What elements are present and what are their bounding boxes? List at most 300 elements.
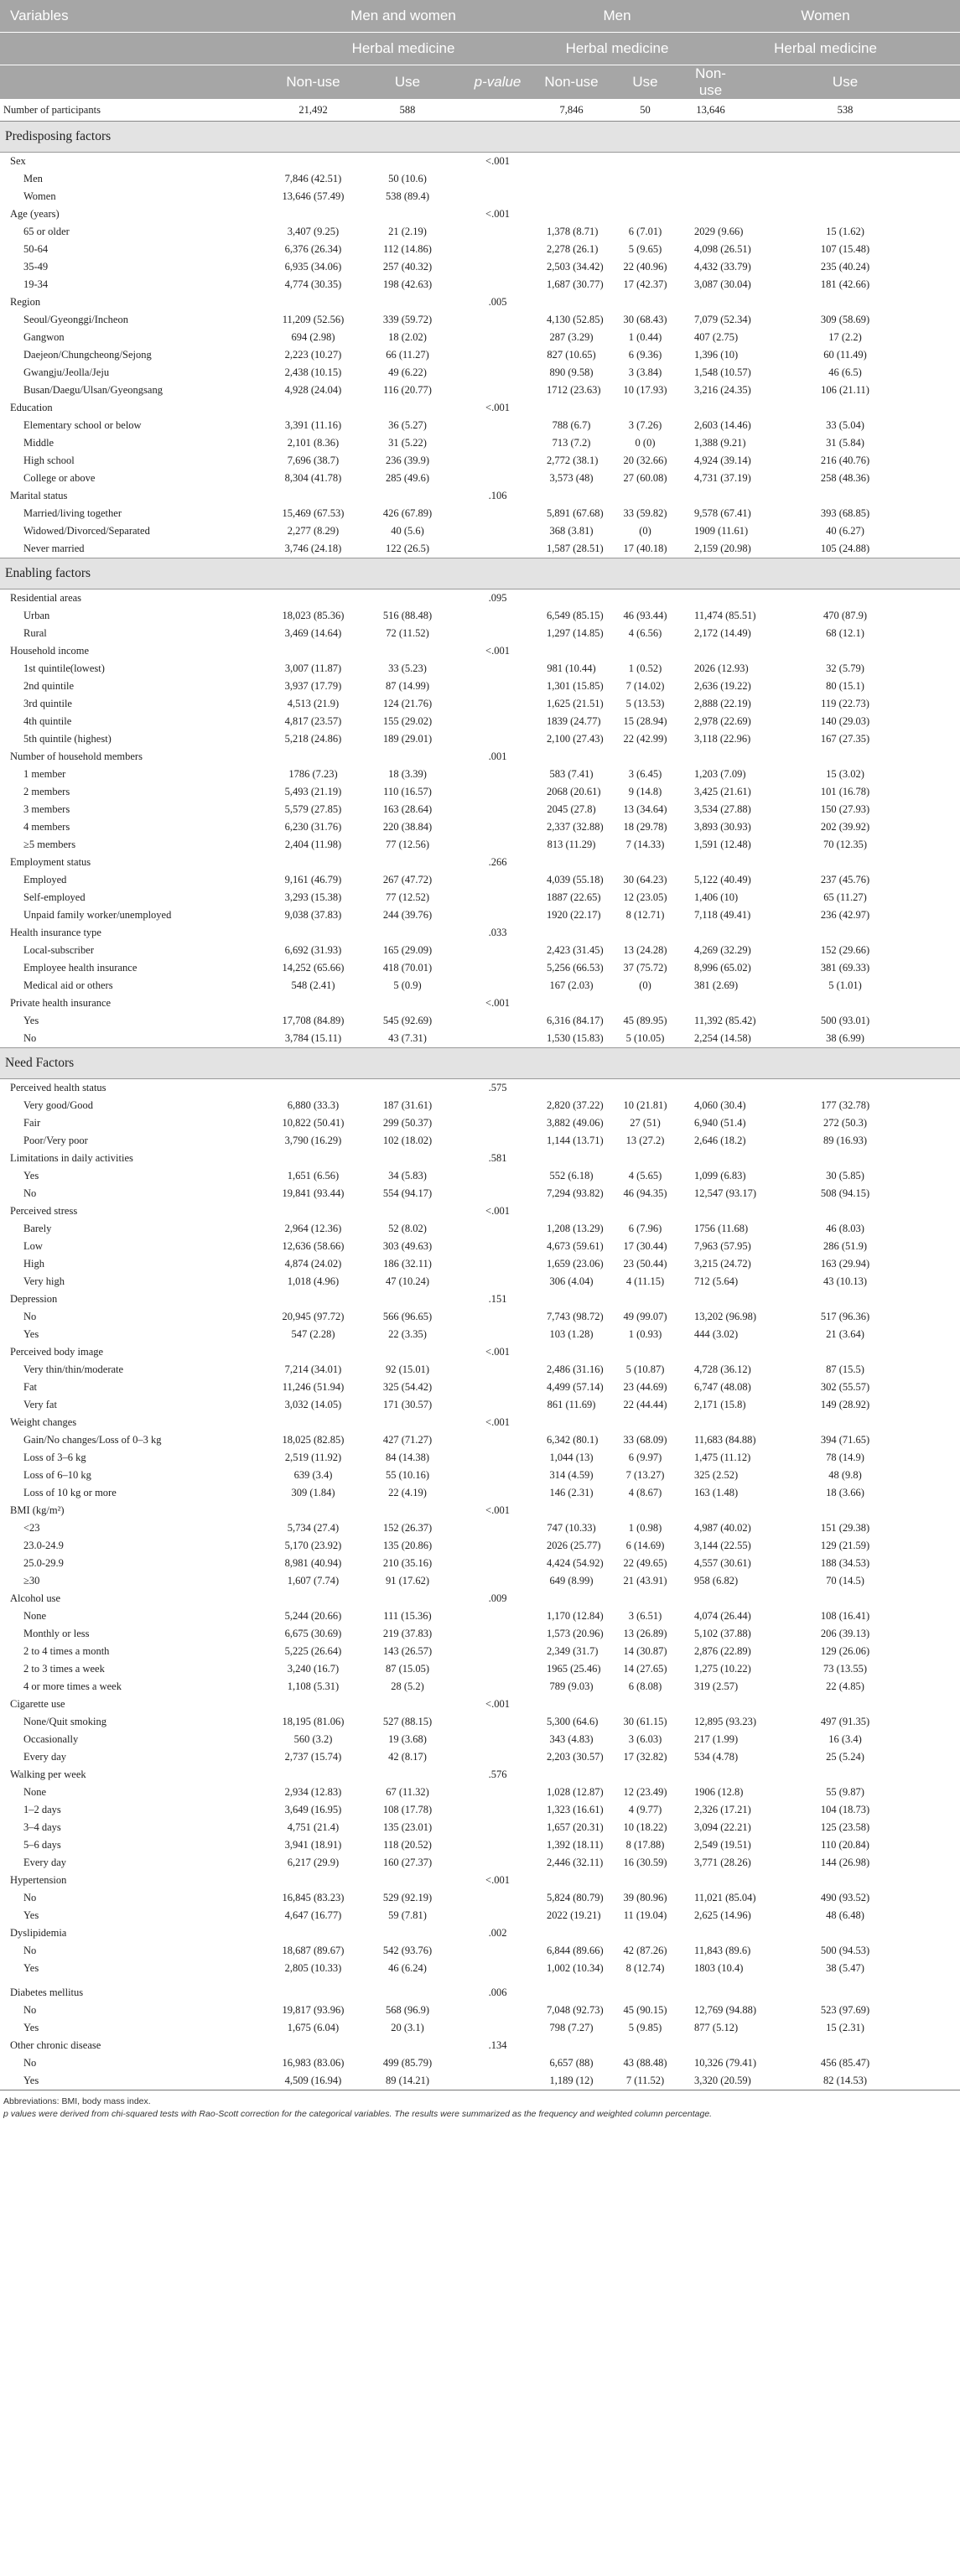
category-label: 1st quintile(lowest) [23,662,105,674]
cell-use-men: (0) [639,525,651,537]
cell-non-use-women: 3,087 (30.04) [694,278,751,290]
cell-non-use-women: 4,432 (33.79) [694,261,751,273]
variable-label: Residential areas [10,592,82,604]
cell-non-use-all: 18,195 (81.06) [282,1716,345,1727]
cell-non-use-men: 1,625 (21.51) [547,698,604,709]
cell-use-men: 8 (12.74) [625,1962,665,1974]
table-row [0,660,960,678]
empty-cell [691,1924,730,1942]
cell-non-use-men: 6,844 (89.66) [547,1945,604,1956]
cell-non-use-all: 19,841 (93.44) [282,1187,345,1199]
cell-use-women: 144 (26.98) [820,1857,870,1868]
cell-non-use-men: 3,573 (48) [549,472,594,484]
empty-cell [543,1984,599,2002]
table-row [0,730,960,748]
table-row-variable [0,2037,960,2054]
cell-use-all: 59 (7.81) [388,1909,427,1921]
cell-use-women: 15 (1.62) [826,226,864,237]
cell-non-use-all: 9,161 (46.79) [284,874,342,886]
cell-use-men: 14 (30.87) [623,1645,667,1657]
cell-use-men: 6 (7.96) [628,1223,662,1234]
cell-non-use-women: 6,747 (48.08) [694,1381,751,1393]
empty-cell [599,642,691,660]
table-row-variable [0,153,960,171]
cell-non-use-men: 788 (6.7) [552,419,591,431]
cell-non-use-all: 4,509 (16.94) [284,2075,342,2086]
cell-non-use-women: 13,202 (96.98) [694,1311,756,1322]
cell-use-all: 92 (15.01) [385,1363,430,1375]
cell-use-men: 5 (9.85) [628,2022,662,2033]
table-row [0,695,960,713]
category-label: Loss of 10 kg or more [23,1487,117,1498]
empty-cell [452,1889,543,1907]
empty-cell [730,1984,960,2002]
category-label: 2 to 3 times a week [23,1663,105,1675]
table-row [0,607,960,625]
cell-use-women: 17 (2.2) [828,331,862,343]
cell-non-use-all: 6,230 (31.76) [284,821,342,833]
empty-cell [452,660,543,678]
cell-use-women: 500 (94.53) [820,1945,870,1956]
empty-cell [691,1414,730,1431]
cell-non-use-all: 2,805 (10.33) [284,1962,342,1974]
p-value-cell: <.001 [485,645,510,657]
cell-use-women: 188 (34.53) [820,1557,870,1569]
variable-label: Diabetes mellitus [10,1987,84,1998]
category-label: Seoul/Gyeonggi/Incheon [23,314,128,325]
cell-use-women: 381 (69.33) [820,962,870,974]
cell-use-men: 3 (7.26) [628,419,662,431]
abbreviations-note: Abbreviations: BMI, body mass index. [3,2096,151,2106]
cell-non-use-all: 2,438 (10.15) [284,366,342,378]
empty-cell [452,505,543,522]
cell-non-use-men: 5,300 (64.6) [547,1716,599,1727]
empty-cell [452,889,543,906]
variable-label: Age (years) [10,208,60,220]
cell-use-men: 43 (88.48) [623,2057,667,2069]
p-value-cell: .009 [488,1592,507,1604]
cell-non-use-men: 167 (2.03) [549,979,594,991]
cell-use-all: 499 (85.79) [382,2057,433,2069]
table-row [0,818,960,836]
empty-cell [363,1984,452,2002]
empty-cell [599,293,691,311]
empty-cell [263,1502,363,1519]
cell-non-use-women: 2026 (12.93) [694,662,749,674]
empty-cell [730,1502,960,1519]
cell-use-women: 235 (40.24) [820,261,870,273]
cell-use-women: 18 (3.66) [826,1487,864,1498]
cell-use-men: 22 (40.96) [623,261,667,273]
cell-non-use-men: 861 (11.69) [547,1399,596,1410]
cell-non-use-all: 9,038 (37.83) [284,909,342,921]
cell-use-women: 38 (5.47) [826,1962,864,1974]
table-row [0,1185,960,1202]
cell-use-women: 32 (5.79) [826,662,864,674]
cell-use-men: 5 (10.05) [625,1032,665,1044]
empty-cell [543,1502,599,1519]
cell-non-use-women: 4,098 (26.51) [694,243,751,255]
empty-cell [363,1343,452,1361]
cell-non-use-women: 3,893 (30.93) [694,821,751,833]
table-row [0,241,960,258]
cell-non-use-men: 1,208 (13.29) [547,1223,604,1234]
empty-cell [452,1784,543,1801]
empty-cell [599,487,691,505]
empty-cell [691,2037,730,2054]
empty-cell [363,1924,452,1942]
cell-use-women: 129 (21.59) [820,1540,870,1551]
cell-use-all: 77 (12.56) [385,839,430,850]
empty-cell [452,1030,543,1048]
table-row [0,1660,960,1678]
table-row [0,713,960,730]
cell-use-women: 70 (12.35) [823,839,868,850]
empty-cell [263,748,363,766]
p-value-cell: .006 [488,1987,507,1998]
category-label: Yes [23,1328,39,1340]
cell-non-use-men: 6,549 (85.15) [547,610,604,621]
cell-use-women: 107 (15.48) [820,243,870,255]
empty-cell [730,1343,960,1361]
cell-non-use-all: 1,675 (6.04) [287,2022,340,2033]
cell-use-men: 22 (49.65) [623,1557,667,1569]
cell-non-use-men: 1,297 (14.85) [547,627,604,639]
cell-non-use-men: 1920 (22.17) [547,909,601,921]
cell-non-use-men: 343 (4.83) [549,1733,594,1745]
cell-non-use-all: 1,018 (4.96) [287,1275,340,1287]
cell-use-men: 8 (12.71) [625,909,665,921]
empty-cell [452,1801,543,1819]
variable-label: Dyslipidemia [10,1927,67,1939]
cell-use-all: 34 (5.83) [388,1170,427,1182]
empty-cell [452,1185,543,1202]
cell-non-use-all: 3,407 (9.25) [287,226,340,237]
table-row [0,258,960,276]
cell-non-use-men: 1,189 (12) [549,2075,594,2086]
cell-non-use-women: 4,557 (30.61) [694,1557,751,1569]
cell-use-men: 6 (14.69) [625,1540,665,1551]
cell-non-use-women: 7,079 (52.34) [694,314,751,325]
cell-use-women: 101 (16.78) [820,786,870,797]
cell-use-men: 13 (26.89) [623,1628,667,1639]
cell-use-men: 13 (34.64) [623,803,667,815]
empty-cell [730,293,960,311]
cell-non-use-all: 11,209 (52.56) [282,314,345,325]
cell-use-all: 538 (89.4) [385,190,430,202]
empty-cell [263,205,363,223]
category-label: No [23,1311,37,1322]
header-p-value: p-value [452,65,543,100]
table-row [0,1255,960,1273]
table-row [0,2072,960,2090]
cell-use-men: 27 (51) [630,1117,661,1129]
empty-cell [691,1696,730,1713]
table-row [0,1537,960,1555]
cell-non-use-all: 639 (3.4) [293,1469,333,1481]
cell-use-all: 427 (71.27) [382,1434,433,1446]
category-label: Yes [23,1170,39,1182]
cell-non-use-all: 1786 (7.23) [288,768,338,780]
cell-use-all: 285 (49.6) [385,472,430,484]
empty-cell [599,399,691,417]
empty-cell [599,1502,691,1519]
cell-non-use-men: 1,044 (13) [549,1452,594,1463]
cell-use-all: 21 (2.19) [388,226,427,237]
category-label: 5th quintile (highest) [23,733,112,745]
cell-non-use-men: 2,486 (31.16) [547,1363,604,1375]
empty-cell [599,1766,691,1784]
cell-use-all: 527 (88.15) [382,1716,433,1727]
table-row-variable [0,1590,960,1607]
table-row [0,906,960,924]
empty-cell [452,1819,543,1836]
cell-non-use-women: 3,216 (24.35) [694,384,751,396]
empty-cell [543,1924,599,1942]
cell-non-use-women: 2,636 (19.22) [694,680,751,692]
table-row [0,1167,960,1185]
cell-use-all: 36 (5.27) [388,419,427,431]
empty-cell [691,1343,730,1361]
empty-cell [452,678,543,695]
p-value-cell: <.001 [485,1874,510,1886]
empty-cell [599,153,691,171]
cell-non-use-men: 1,378 (8.71) [547,226,599,237]
cell-non-use-men: 306 (4.04) [549,1275,594,1287]
empty-cell [691,1502,730,1519]
cell-non-use-all: 13,646 (57.49) [282,190,345,202]
cell-non-use-all: 6,376 (26.34) [284,243,342,255]
cell-use-men: 5 (9.65) [628,243,662,255]
empty-cell [599,1202,691,1220]
cell-non-use-all: 3,937 (17.79) [284,680,342,692]
cell-use-women: 108 (16.41) [820,1610,870,1622]
category-label: Low [23,1240,43,1252]
cell-non-use-men: 798 (7.27) [549,2022,594,2033]
cell-non-use-all: 6,880 (33.3) [287,1099,340,1111]
table-row [0,1836,960,1854]
cell-use-all: 124 (21.76) [382,698,433,709]
empty-cell [691,205,730,223]
cell-non-use-all: 4,874 (24.02) [284,1258,342,1270]
table-row [0,2054,960,2072]
cell-use-men: 4 (11.15) [625,1275,665,1287]
empty-cell [452,522,543,540]
category-label: Rural [23,627,47,639]
cell-use-all: 43 (7.31) [388,1032,427,1044]
cell-non-use-women: 3,320 (20.59) [694,2075,751,2086]
empty-cell [691,854,730,871]
empty-cell [543,293,599,311]
cell-non-use-men: 3,882 (49.06) [547,1117,604,1129]
empty-cell [730,205,960,223]
empty-cell [452,1012,543,1030]
empty-cell [543,1150,599,1167]
empty-cell [730,642,960,660]
cell-non-use-men: 7,048 (92.73) [547,2004,604,2016]
category-label: 3rd quintile [23,698,72,709]
variable-label: Depression [10,1293,58,1305]
empty-cell [452,452,543,470]
table-row [0,434,960,452]
participants-cell: 588 [363,100,452,122]
category-label: 4 or more times a week [23,1680,122,1692]
empty-cell [730,1150,960,1167]
table-row [0,1748,960,1766]
cell-non-use-men: 103 (1.28) [549,1328,594,1340]
cell-use-all: 418 (70.01) [382,962,433,974]
empty-cell [452,871,543,889]
cell-non-use-men: 1965 (25.46) [547,1663,601,1675]
empty-cell [452,434,543,452]
cell-use-all: 110 (16.57) [383,786,432,797]
cell-non-use-all: 6,675 (30.69) [284,1628,342,1639]
cell-non-use-men: 6,657 (88) [549,2057,594,2069]
cell-non-use-women: 2029 (9.66) [694,226,744,237]
empty-cell [452,1537,543,1555]
table-row [0,346,960,364]
cell-non-use-all: 10,822 (50.41) [282,1117,345,1129]
table-row [0,1308,960,1326]
category-label: 2 members [23,786,70,797]
empty-cell [543,2037,599,2054]
table-row [0,766,960,783]
table-row [0,1361,960,1379]
table-row [0,1431,960,1449]
cell-use-women: 272 (50.3) [823,1117,868,1129]
cell-non-use-women: 2,549 (19.51) [694,1839,751,1851]
cell-use-men: 6 (9.36) [628,349,662,361]
table-row [0,2002,960,2019]
table-row-variable [0,399,960,417]
cell-non-use-all: 2,277 (8.29) [287,525,340,537]
empty-cell [452,1326,543,1343]
empty-cell [730,924,960,942]
category-label: 1–2 days [23,1804,61,1815]
cell-non-use-men: 1839 (24.77) [547,715,601,727]
cell-use-all: 40 (5.6) [391,525,424,537]
category-label: Medical aid or others [23,979,113,991]
cell-non-use-women: 1,396 (10) [694,349,739,361]
table-row [0,188,960,205]
cell-use-women: 43 (10.13) [823,1275,868,1287]
cell-use-men: 22 (44.44) [623,1399,667,1410]
table-row [0,1467,960,1484]
cell-use-all: 31 (5.22) [388,437,427,449]
cell-use-men: 1 (0.98) [628,1522,662,1534]
cell-non-use-men: 2,820 (37.22) [547,1099,604,1111]
cell-non-use-men: 287 (3.29) [549,331,594,343]
variable-label: Other chronic disease [10,2039,101,2051]
cell-non-use-men: 4,673 (59.61) [547,1240,604,1252]
empty-cell [452,1255,543,1273]
cell-use-men: 0 (0) [635,437,656,449]
category-label: Local-subscriber [23,944,94,956]
cell-non-use-women: 3,094 (22.21) [694,1821,751,1833]
table-row [0,959,960,977]
category-label: Yes [23,1909,39,1921]
cell-non-use-men: 2,446 (32.11) [547,1857,604,1868]
cell-non-use-men: 2022 (19.21) [547,1909,601,1921]
cell-use-men: 15 (28.94) [623,715,667,727]
table-row [0,836,960,854]
cell-use-women: 46 (8.03) [826,1223,864,1234]
cell-use-all: 568 (96.9) [385,2004,430,2016]
cell-use-women: 258 (48.36) [820,472,870,484]
cell-non-use-men: 2068 (20.61) [547,786,601,797]
table-row [0,1379,960,1396]
cell-non-use-women: 11,843 (89.6) [694,1945,751,1956]
cell-non-use-all: 18,025 (82.85) [282,1434,345,1446]
empty-cell [730,748,960,766]
cell-non-use-men: 813 (11.29) [547,839,596,850]
empty-cell [730,153,960,171]
cell-non-use-all: 20,945 (97.72) [282,1311,345,1322]
category-label: 65 or older [23,226,70,237]
cell-non-use-all: 4,928 (24.04) [284,384,342,396]
cell-use-all: 91 (17.62) [385,1575,430,1587]
empty-cell [452,1308,543,1326]
cell-non-use-women: 1803 (10.4) [694,1962,744,1974]
table-row [0,942,960,959]
cell-use-women: 508 (94.15) [820,1187,870,1199]
cell-use-men: 11 (19.04) [623,1909,667,1921]
empty-cell [263,995,363,1012]
table-row [0,625,960,642]
empty-cell [363,924,452,942]
cell-non-use-men: 6,316 (84.17) [547,1015,604,1026]
cell-use-men: 45 (90.15) [623,2004,667,2016]
cell-non-use-women: 407 (2.75) [694,331,739,343]
empty-cell [363,1766,452,1784]
table-row-variable [0,1872,960,1889]
cell-use-men: 6 (7.01) [628,226,662,237]
variable-label: Employment status [10,856,91,868]
table-row [0,1854,960,1872]
cell-use-women: 70 (14.5) [826,1575,864,1587]
table-row-variable [0,1766,960,1784]
category-label: Gain/No changes/Loss of 0–3 kg [23,1434,162,1446]
cell-use-men: 21 (43.91) [623,1575,667,1587]
category-label: 2nd quintile [23,680,75,692]
cell-use-all: 84 (14.38) [385,1452,430,1463]
cell-non-use-men [543,188,599,205]
table-row-variable [0,1984,960,2002]
cell-use-men: 23 (44.69) [623,1381,667,1393]
table-row [0,1326,960,1343]
empty-cell [452,364,543,382]
cell-non-use-men: 1,687 (30.77) [547,278,604,290]
category-label: 3–4 days [23,1821,61,1833]
section-header [0,1048,960,1079]
cell-non-use-men: 4,424 (54.92) [547,1557,604,1569]
variable-label: Cigarette use [10,1698,65,1710]
category-label: No [23,2057,37,2069]
cell-non-use-men: 4,130 (52.85) [547,314,604,325]
cell-use-men: 3 (6.45) [628,768,662,780]
p-value-cell: .095 [488,592,507,604]
cell-non-use-women: 2,603 (14.46) [694,419,751,431]
cell-non-use-women [691,188,730,205]
category-label: Employee health insurance [23,962,138,974]
cell-non-use-men: 2,203 (30.57) [547,1751,604,1763]
cell-non-use-all: 694 (2.98) [291,331,335,343]
cell-non-use-women: 9,578 (67.41) [694,507,751,519]
cell-non-use-all: 5,170 (23.92) [284,1540,342,1551]
empty-cell [452,276,543,293]
cell-use-all: 529 (92.19) [382,1892,433,1903]
cell-use-women: 202 (39.92) [820,821,870,833]
